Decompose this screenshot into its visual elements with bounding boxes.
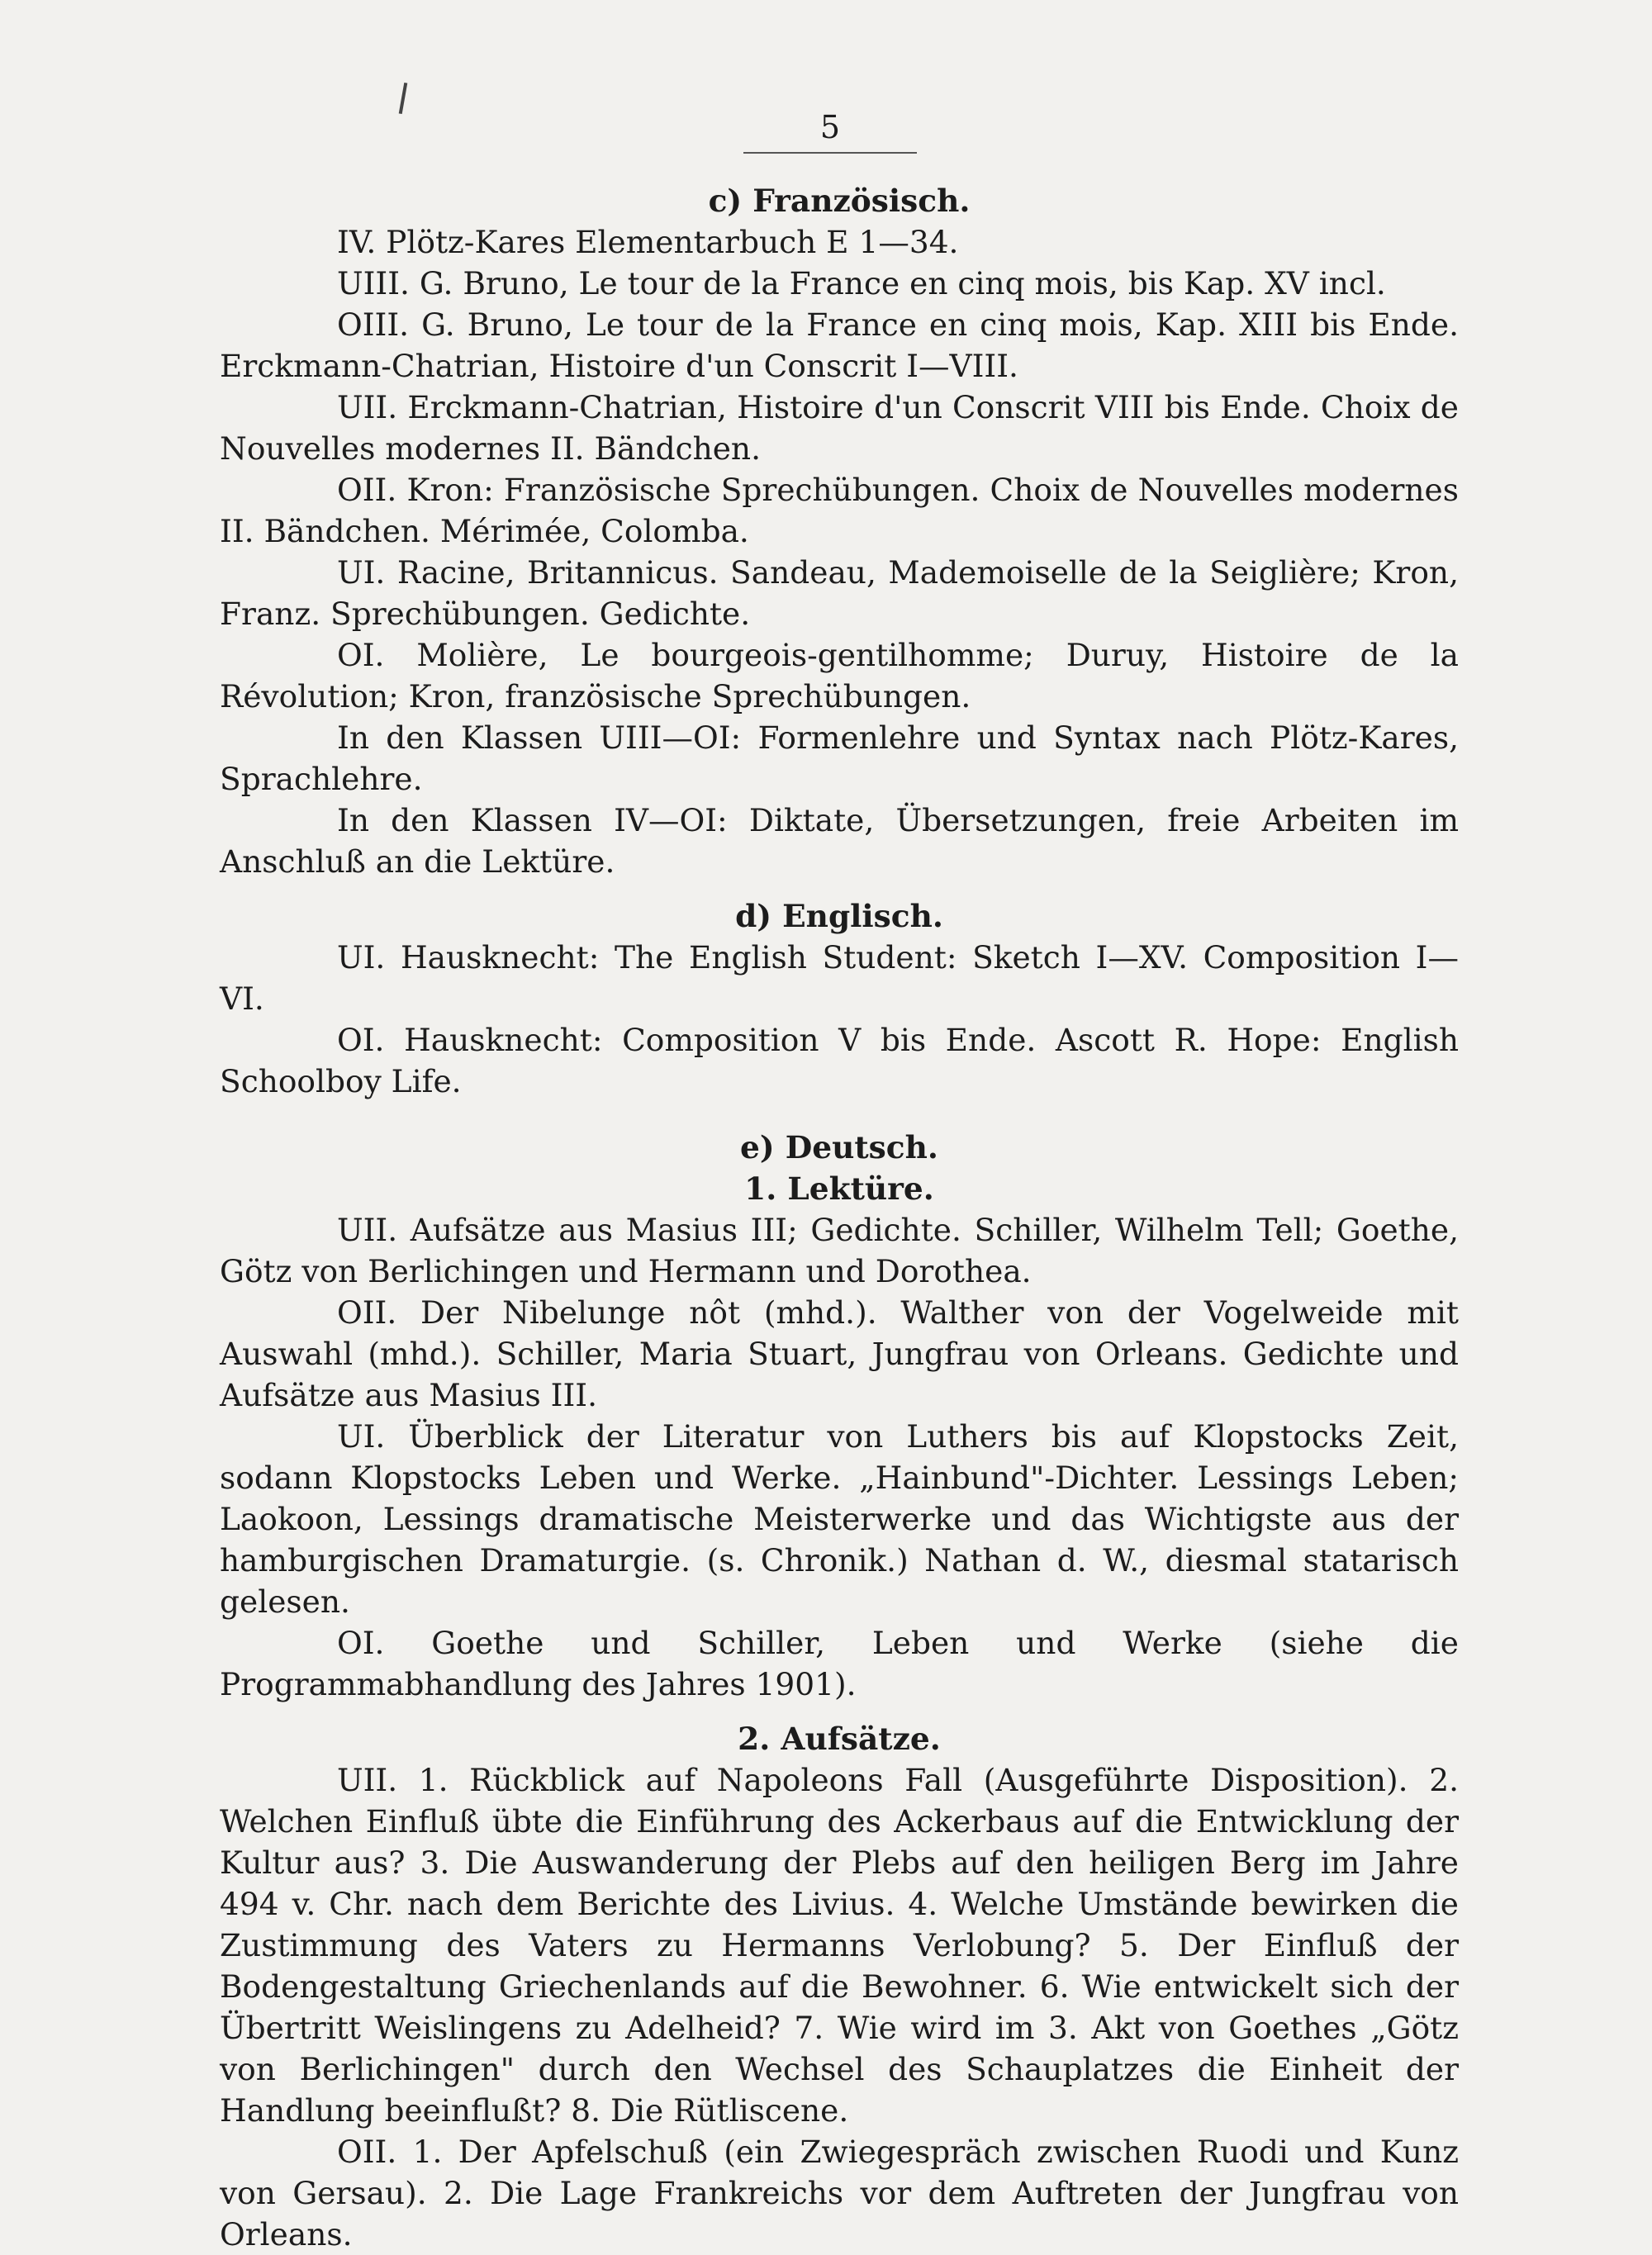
- subheading-lektuere: 1. Lektüre.: [744, 1170, 934, 1207]
- french-paragraph: OI. Molière, Le bourgeois-gentilhomme; Duruy, Histoire de la Révolution; Kron, französische Sprechübungen.: [220, 637, 1459, 714]
- french-paragraph: UII. Erckmann-Chatrian, Histoire d'un Conscrit VIII bis Ende. Choix de Nouvelles modernes II. Bändchen.: [220, 389, 1459, 467]
- lektuere-paragraph: OI. Goethe und Schiller, Leben und Werke (siehe die Programmabhandlung des Jahres 1901).: [220, 1625, 1459, 1702]
- lektuere-paragraph: UII. Aufsätze aus Masius III; Gedichte. Schiller, Wilhelm Tell; Goethe, Götz von Berlichingen und Hermann und Dorothea.: [220, 1212, 1459, 1289]
- french-paragraph: UI. Racine, Britannicus. Sandeau, Mademoiselle de la Seiglière; Kron, Franz. Sprechübungen. Gedichte.: [220, 554, 1459, 632]
- french-paragraph: OII. Kron: Französische Sprechübungen. Choix de Nouvelles modernes II. Bändchen. Mérimée, Colomba.: [220, 472, 1459, 549]
- heading-english: d) Englisch.: [735, 898, 943, 934]
- heading-german: e) Deutsch.: [740, 1129, 938, 1165]
- french-paragraph: OIII. G. Bruno, Le tour de la France en cinq mois, Kap. XIII bis Ende. Erckmann-Chatrian, Histoire d'un Conscrit I—VIII.: [220, 306, 1459, 384]
- french-paragraph: In den Klassen UIII—OI: Formenlehre und Syntax nach Plötz-Kares, Sprachlehre.: [220, 719, 1459, 797]
- english-paragraph: OI. Hausknecht: Composition V bis Ende. Ascott R. Hope: English Schoolboy Life.: [220, 1022, 1459, 1099]
- lektuere-paragraph: OII. Der Nibelunge nôt (mhd.). Walther von der Vogelweide mit Auswahl (mhd.). Schiller, Maria Stuart, Jungfrau von Orleans. Gedichte und Aufsätze aus Masius III.: [220, 1294, 1459, 1413]
- aufsaetze-paragraph: UII. 1. Rückblick auf Napoleons Fall (Ausgeführte Disposition). 2. Welchen Einfluß übte die Einführung des Ackerbaus auf die Entwicklung der Kultur aus? 3. Die Auswanderung der Plebs auf den heiligen Berg im Jahre 494 v. Chr. nach dem Berichte des Livius. 4. Welche Umstände bewirken die Zustimmung des Vaters zu Hermanns Verlobung? 5. Der Einfluß der Bodengestaltung Griechenlands auf die Bewohner. 6. Wie entwickelt sich der Übertritt Weislingens zu Adelheid? 7. Wie wird im 3. Akt von Goethes „Götz von Berlichingen" durch den Wechsel des Schauplatzes die Einheit der Handlung beeinflußt? 8. Die Rütliscene.: [220, 1762, 1459, 2129]
- page-content: [220, 180, 1459, 2255]
- english-paragraph: UI. Hausknecht: The English Student: Sketch I—XV. Composition I—VI.: [220, 939, 1459, 1017]
- french-paragraph: UIII. G. Bruno, Le tour de la France en cinq mois, bis Kap. XV incl.: [337, 265, 1386, 301]
- subheading-aufsaetze: 2. Aufsätze.: [738, 1721, 941, 1757]
- page-number: 5: [743, 109, 917, 154]
- french-paragraph: IV. Plötz-Kares Elementarbuch E 1—34.: [337, 224, 959, 260]
- pencil-mark: [399, 83, 408, 114]
- french-paragraph: In den Klassen IV—OI: Diktate, Übersetzungen, freie Arbeiten im Anschluß an die Lektüre.: [220, 802, 1459, 880]
- aufsaetze-paragraph: OII. 1. Der Apfelschuß (ein Zwiegespräch zwischen Ruodi und Kunz von Gersau). 2. Die Lage Frankreichs vor dem Auftreten der Jungfrau von Orleans.: [220, 2134, 1459, 2253]
- lektuere-paragraph: UI. Überblick der Literatur von Luthers bis auf Klopstocks Zeit, sodann Klopstocks Leben und Werke. „Hainbund"-Dichter. Lessings Leben; Laokoon, Lessings dramatische Meisterwerke und das Wichtigste aus der hamburgischen Dramaturgie. (s. Chronik.) Nathan d. W., diesmal statarisch gelesen.: [220, 1418, 1459, 1620]
- heading-french: c) Französisch.: [708, 183, 971, 219]
